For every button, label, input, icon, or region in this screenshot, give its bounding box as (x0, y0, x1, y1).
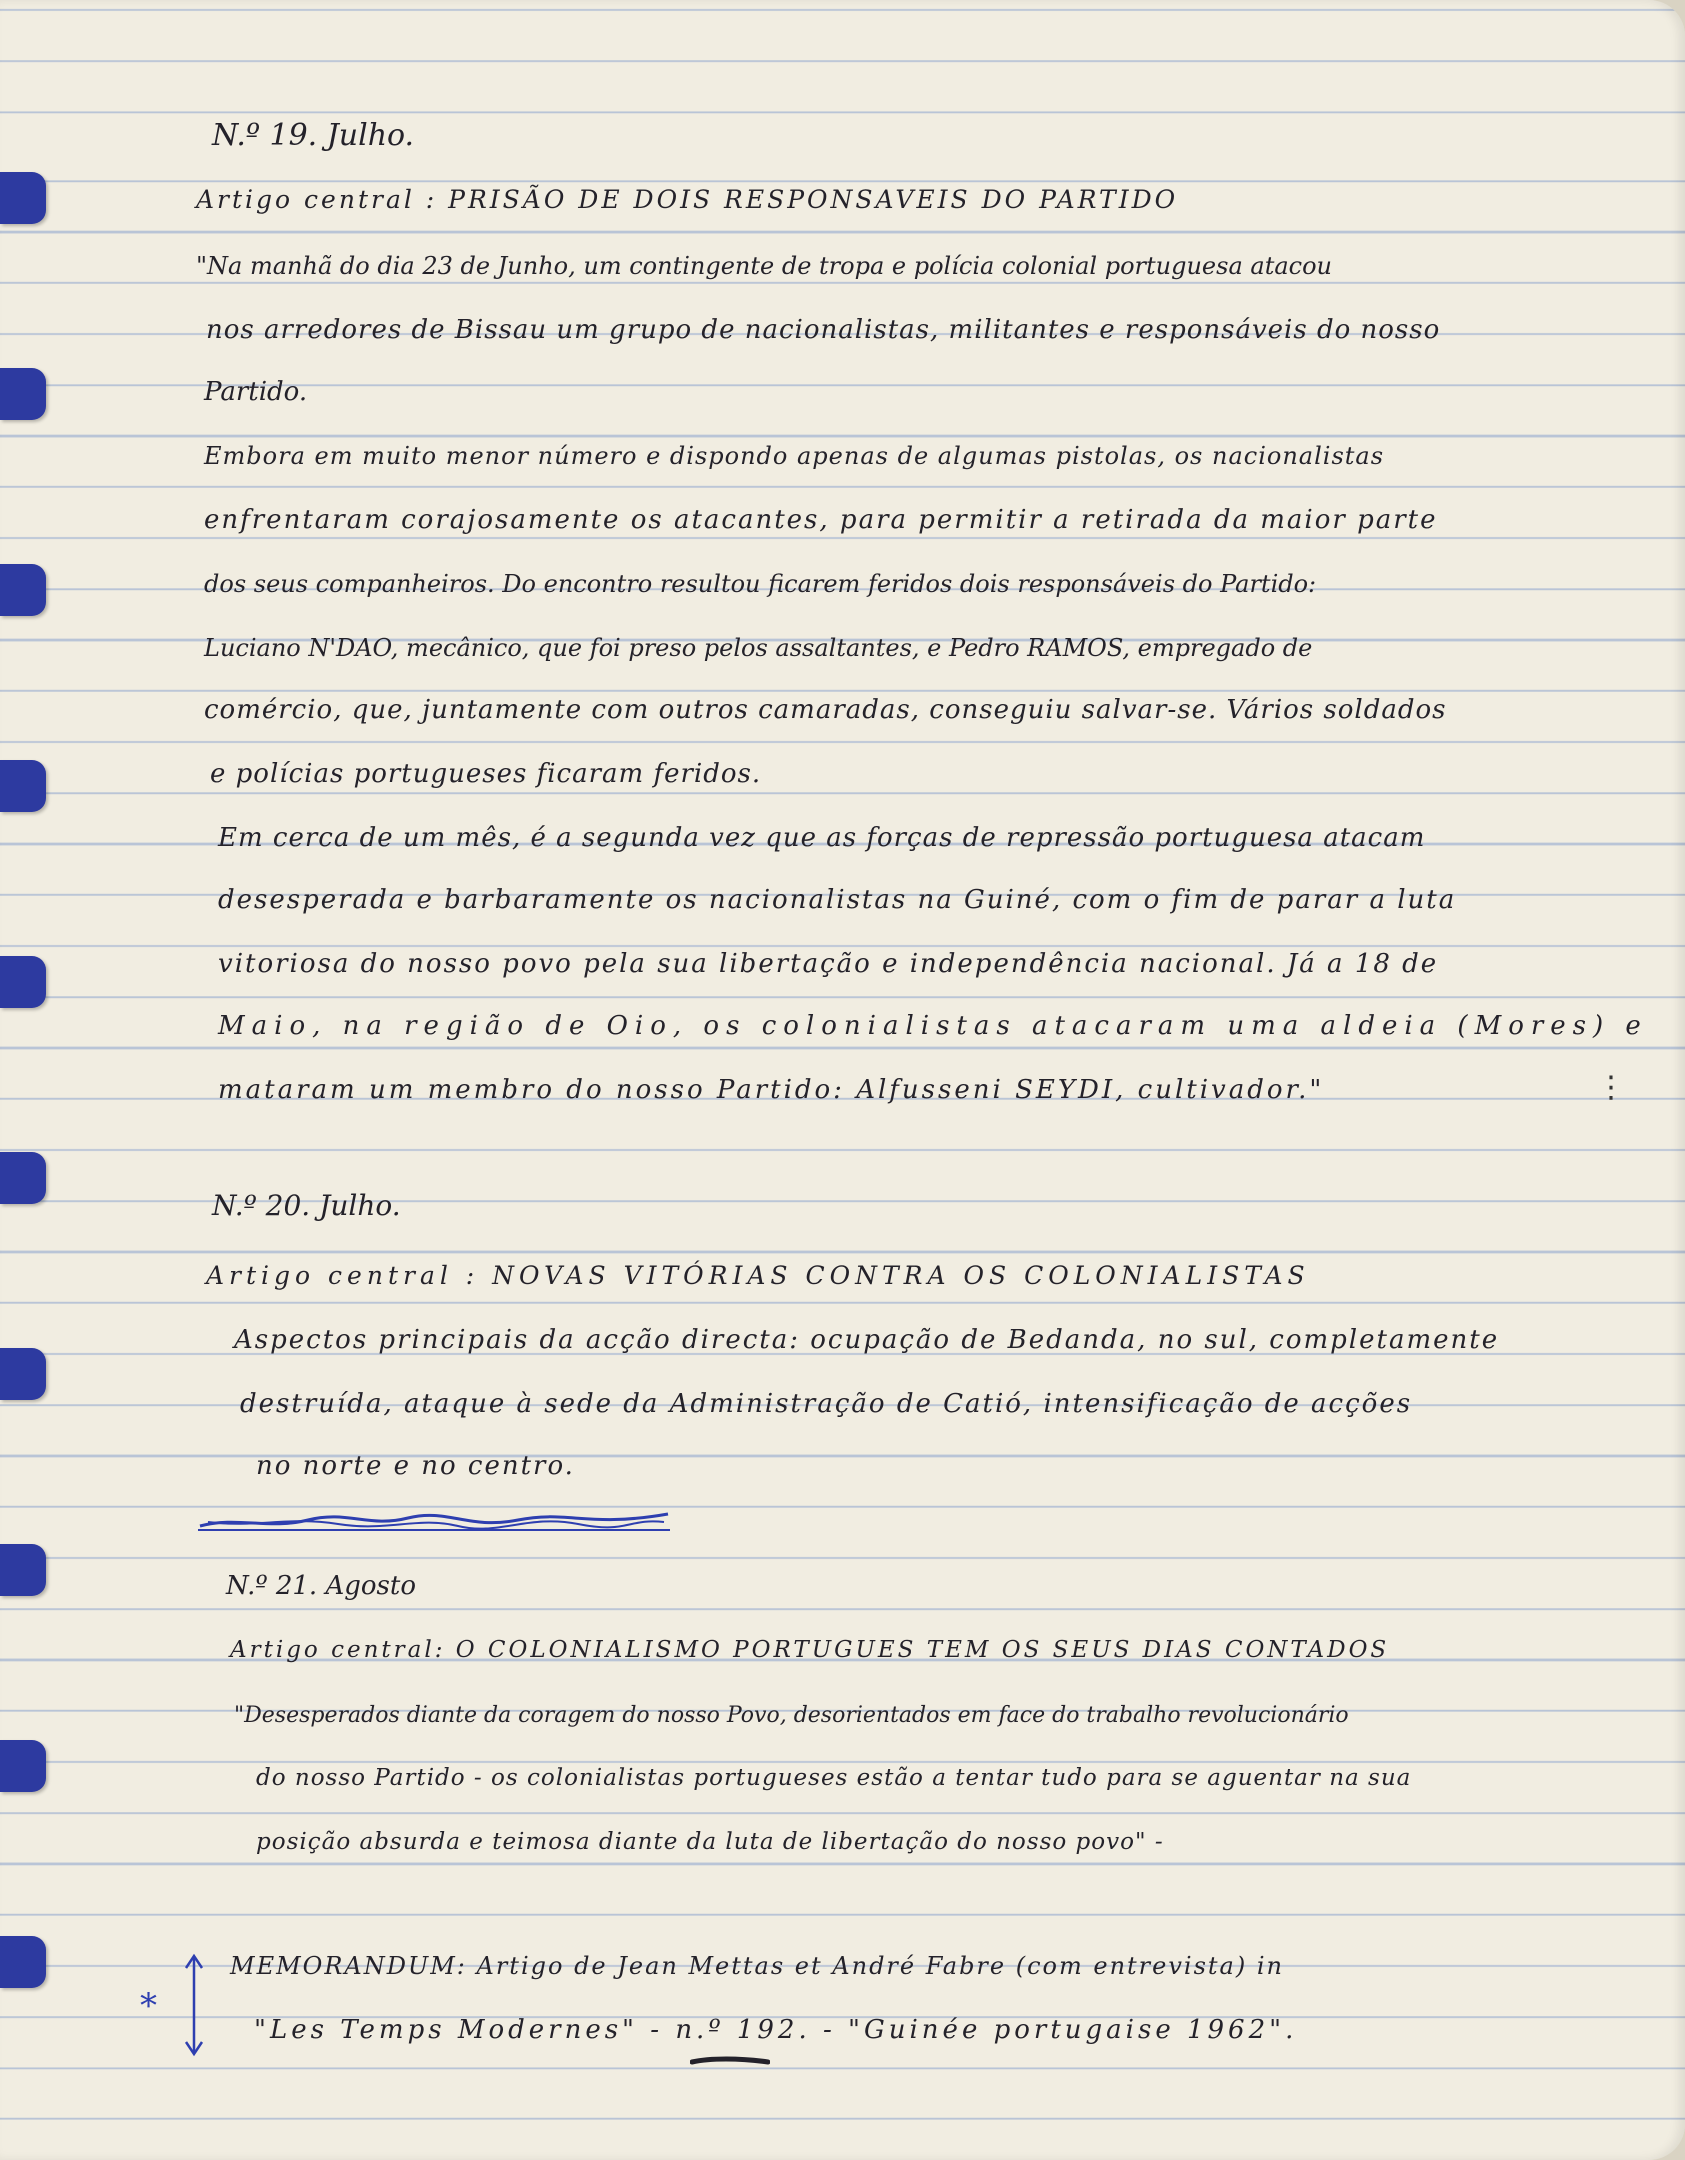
binding-ring (0, 564, 46, 616)
quote-line: do nosso Partido - os colonialistas portugueses estão a tentar tudo para se aguentar na sua (256, 1765, 1412, 1791)
quote-line: dos seus companheiros. Do encontro resultou ficarem feridos dois responsáveis do Partido: (204, 570, 1317, 598)
quote-line: comércio, que, juntamente com outros camaradas, conseguiu salvar-se. Vários soldados (204, 695, 1447, 725)
quote-line: Em cerca de um mês, é a segunda vez que as forças de repressão portuguesa atacam (218, 823, 1426, 853)
quote-line: enfrentaram corajosamente os atacantes, para permitir a retirada da maior parte (204, 505, 1438, 535)
binding-ring (0, 1152, 46, 1204)
quote-line: Embora em muito menor número e dispondo apenas de algumas pistolas, os nacionalistas (204, 442, 1385, 470)
body-line: no norte e no centro. (256, 1451, 575, 1481)
central-article-title: Artigo central : NOVAS VITÓRIAS CONTRA OS COLONIALISTAS (206, 1261, 1310, 1290)
quote-line: nos arredores de Bissau um grupo de nacionalistas, militantes e responsáveis do nosso (206, 315, 1441, 345)
ink-dots: ⋮ (1596, 1070, 1626, 1105)
memorandum-line: MEMORANDUM: Artigo de Jean Mettas et André Fabre (com entrevista) in (230, 1952, 1284, 1980)
binding-ring (0, 1348, 46, 1400)
quote-line: posição absurda e teimosa diante da luta de libertação do nosso povo" - (256, 1829, 1164, 1855)
binding-ring (0, 172, 46, 224)
binding-ring (0, 1936, 46, 1988)
issue-heading: N.º 21. Agosto (226, 1571, 416, 1601)
memorandum-reference: "Les Temps Modernes" - n.º 192. - "Guinée portugaise 1962". (254, 2015, 1298, 2045)
quote-line: e polícias portugueses ficaram feridos. (210, 759, 762, 789)
issue-heading: N.º 19. Julho. (212, 118, 415, 153)
quote-line: "Desesperados diante da coragem do nosso Povo, desorientados em face do trabalho revolucionário (234, 1703, 1349, 1728)
binding-ring (0, 1544, 46, 1596)
quote-line: "Na manhã do dia 23 de Junho, um contingente de tropa e polícia colonial portuguesa atacou (196, 252, 1332, 280)
body-line: Aspectos principais da acção directa: ocupação de Bedanda, no sul, completamente (234, 1325, 1500, 1355)
quote-line: Maio, na região de Oio, os colonialistas atacaram uma aldeia (Mores) e (218, 1011, 1648, 1041)
crossed-out-scribble (198, 1508, 670, 1536)
quote-line: Partido. (204, 377, 308, 407)
quote-line: Luciano N'DAO, mecânico, que foi preso pelos assaltantes, e Pedro RAMOS, empregado de (204, 634, 1313, 662)
central-article-title: Artigo central : PRISÃO DE DOIS RESPONSAVEIS DO PARTIDO (196, 185, 1179, 214)
quote-line: desesperada e barbaramente os nacionalistas na Guiné, com o fim de parar a luta (218, 885, 1457, 915)
binding-ring (0, 760, 46, 812)
body-line: destruída, ataque à sede da Administração de Catió, intensificação de acções (240, 1389, 1413, 1419)
issue-heading: N.º 20. Julho. (212, 1189, 401, 1222)
binding-ring (0, 956, 46, 1008)
binding-ring (0, 1740, 46, 1792)
ink-smudge (690, 2054, 770, 2068)
star-annotation: * (140, 1986, 157, 2026)
central-article-title: Artigo central: O COLONIALISMO PORTUGUES TEM OS SEUS DIAS CONTADOS (230, 1637, 1390, 1663)
quote-line: mataram um membro do nosso Partido: Alfusseni SEYDI, cultivador." (218, 1075, 1325, 1105)
quote-line: vitoriosa do nosso povo pela sua libertação e independência nacional. Já a 18 de (218, 949, 1439, 979)
double-arrow-annotation (160, 1950, 230, 2060)
binding-ring (0, 368, 46, 420)
